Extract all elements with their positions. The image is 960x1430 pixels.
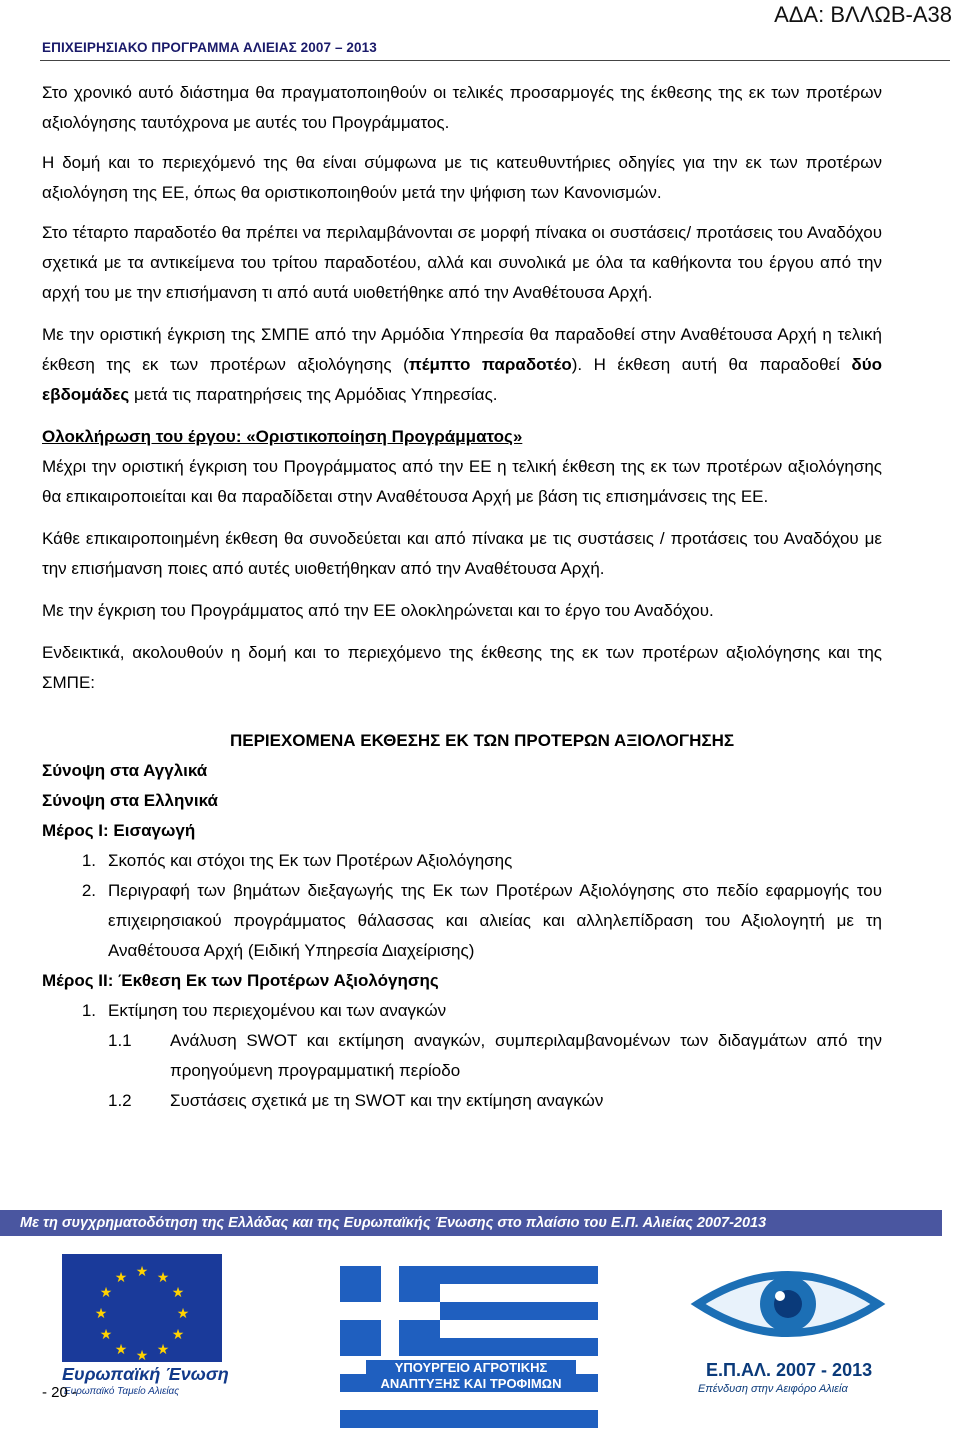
toc-part-1: Μέρος Ι: Εισαγωγή [42,821,196,840]
document-body [42,78,882,1116]
svg-text:★: ★ [135,1347,149,1362]
toc-part-2: Μέρος ΙΙ: Έκθεση Εκ των Προτέρων Αξιολόγησης [42,971,439,990]
svg-text:★: ★ [94,1305,108,1321]
paragraph-8: Ενδεικτικά, ακολουθούν η δομή και το περιεχόμενο της έκθεσης της εκ των προτέρων αξιολόγησης και της ΣΜΠΕ: [42,643,882,692]
ministry-caption: ΥΠΟΥΡΓΕΙΟ ΑΓΡΟΤΙΚΗΣ ΑΝΑΠΤΥΞΗΣ ΚΑΙ ΤΡΟΦΙΜΩΝ [366,1360,576,1392]
toc-summary-en: Σύνοψη στα Αγγλικά [42,761,208,780]
toc-title: ΠΕΡΙΕΧΟΜΕΝΑ ΕΚΘΕΣΗΣ ΕΚ ΤΩΝ ΠΡΟΤΕΡΩΝ ΑΞΙΟΛΟΓΗΣΗΣ [229,731,735,750]
section-heading: Ολοκλήρωση του έργου: «Οριστικοποίηση Προγράμματος» [42,427,523,446]
toc-item: 1. Εκτίμηση του περιεχομένου και των αναγκών [81,1001,447,1020]
paragraph-7: Με την έγκριση του Προγράμματος από την ΕΕ ολοκληρώνεται και το έργο του Αναδόχου. [42,601,714,620]
toc-subitem: 1.1 Ανάλυση SWOT και εκτίμηση αναγκών, συμπεριλαμβανομένων των διδαγμάτων από την προηγούμενη προγραμματική περίοδο [108,1031,882,1080]
svg-text:★: ★ [156,1269,170,1285]
toc-summary-gr: Σύνοψη στα Ελληνικά [42,791,218,810]
eu-name: Ευρωπαϊκή Ένωση [62,1364,229,1384]
fifth-deliverable-emphasis: πέμπτο παραδοτέο [408,355,572,374]
svg-text:★: ★ [99,1284,113,1300]
toc-item: 2. Περιγραφή των βημάτων διεξαγωγής της Εκ των Προτέρων Αξιολόγησης στο πεδίο εφαρμογής του επιχειρησιακού προγράμματος θάλασσας και αλιείας και αλληλεπίδραση του Αξιολογητή με τη Αναθέτουσα Αρχή (Ειδική Υπηρεσία Διαχείρισης) [81,881,882,960]
svg-text:★: ★ [171,1326,185,1342]
svg-text:★: ★ [156,1341,170,1357]
two-weeks-emphasis: δύο εβδομάδες [42,355,882,404]
svg-text:★: ★ [135,1263,149,1279]
header-divider [40,60,950,61]
epal-title: Ε.Π.ΑΛ. 2007 - 2013 [706,1360,873,1380]
ada-code: ΑΔΑ: ΒΛΛΩΒ-Α38 [774,2,952,27]
program-header: ΕΠΙΧΕΙΡΗΣΙΑΚΟ ΠΡΟΓΡΑΜΜΑ ΑΛΙΕΙΑΣ 2007 – 2013 [42,40,377,55]
epal-eye-logo-icon [688,1256,888,1352]
toc-item: 1. Σκοπός και στόχοι της Εκ των Προτέρων Αξιολόγησης [81,851,513,870]
paragraph-3: Στο τέταρτο παραδοτέο θα πρέπει να περιλαμβάνονται σε μορφή πίνακα οι συστάσεις/ προτάσεις του Αναδόχου σχετικά με τα αντικείμενα του τρίτου παραδοτέου, αλλά και συνολικά με όλα τα καθήκοντα του έργου από την αρχή του με την επισήμανση τι από αυτά υιοθετήθηκε από την Αναθέτουσα Αρχή. [42,223,882,302]
epal-slogan: Επένδυση στην Αειφόρο Αλιεία [698,1383,848,1395]
greek-flag-icon [340,1266,598,1430]
svg-text:★: ★ [114,1269,128,1285]
page-number: - 20 - [42,1384,78,1401]
paragraph-6: Κάθε επικαιροποιημένη έκθεση θα συνοδεύεται και από πίνακα με τις συστάσεις / προτάσεις του Αναδόχου με την επισήμανση ποιες από αυτές υιοθετήθηκαν από την Αναθέτουσα Αρχή. [42,529,882,578]
svg-text:★: ★ [114,1341,128,1357]
eu-fund: Ευρωπαϊκό Ταμείο Αλιείας [64,1386,180,1397]
toc-subitem: 1.2 Συστάσεις σχετικά με τη SWOT και την εκτίμηση αναγκών [108,1091,604,1110]
paragraph-5: Μέχρι την οριστική έγκριση του Προγράμματος από την ΕΕ η τελική έκθεση της εκ των προτέρων αξιολόγησης θα επικαιροποιείται και θα παραδίδεται στην Αναθέτουσα Αρχή με βάση τις επισημάνσεις της ΕΕ. [42,457,882,506]
svg-text:★: ★ [176,1305,190,1321]
logo-strip [0,1236,942,1397]
svg-text:★: ★ [99,1326,113,1342]
paragraph-4: Με την οριστική έγκριση της ΣΜΠΕ από την Αρμόδια Υπηρεσία θα παραδοθεί στην Αναθέτουσα Αρχή η τελική έκθεση της εκ των προτέρων αξιολόγησης (πέμπτο παραδοτέο). Η έκθεση αυτή θα παραδοθεί δύο εβδομάδες μετά τις παρατηρήσεις της Αρμόδιας Υπηρεσίας. [42,325,882,404]
paragraph-2: Η δομή και το περιεχόμενό της θα είναι σύμφωνα με τις κατευθυντήριες οδηγίες για την εκ των προτέρων αξιολόγηση της ΕΕ, όπως θα οριστικοποιηθούν μετά την ψήφιση των Κανονισμών. [42,153,882,202]
eu-flag-icon [62,1254,222,1362]
svg-text:★: ★ [171,1284,185,1300]
paragraph-1: Στο χρονικό αυτό διάστημα θα πραγματοποιηθούν οι τελικές προσαρμογές της έκθεσης της εκ των προτέρων αξιολόγησης ταυτόχρονα με αυτές του Προγράμματος. [42,83,882,132]
cofunding-banner: Με τη συγχρηματοδότηση της Ελλάδας και της Ευρωπαϊκής Ένωσης στο πλαίσιο του Ε.Π. Αλιείας 2007-2013 [0,1210,942,1236]
